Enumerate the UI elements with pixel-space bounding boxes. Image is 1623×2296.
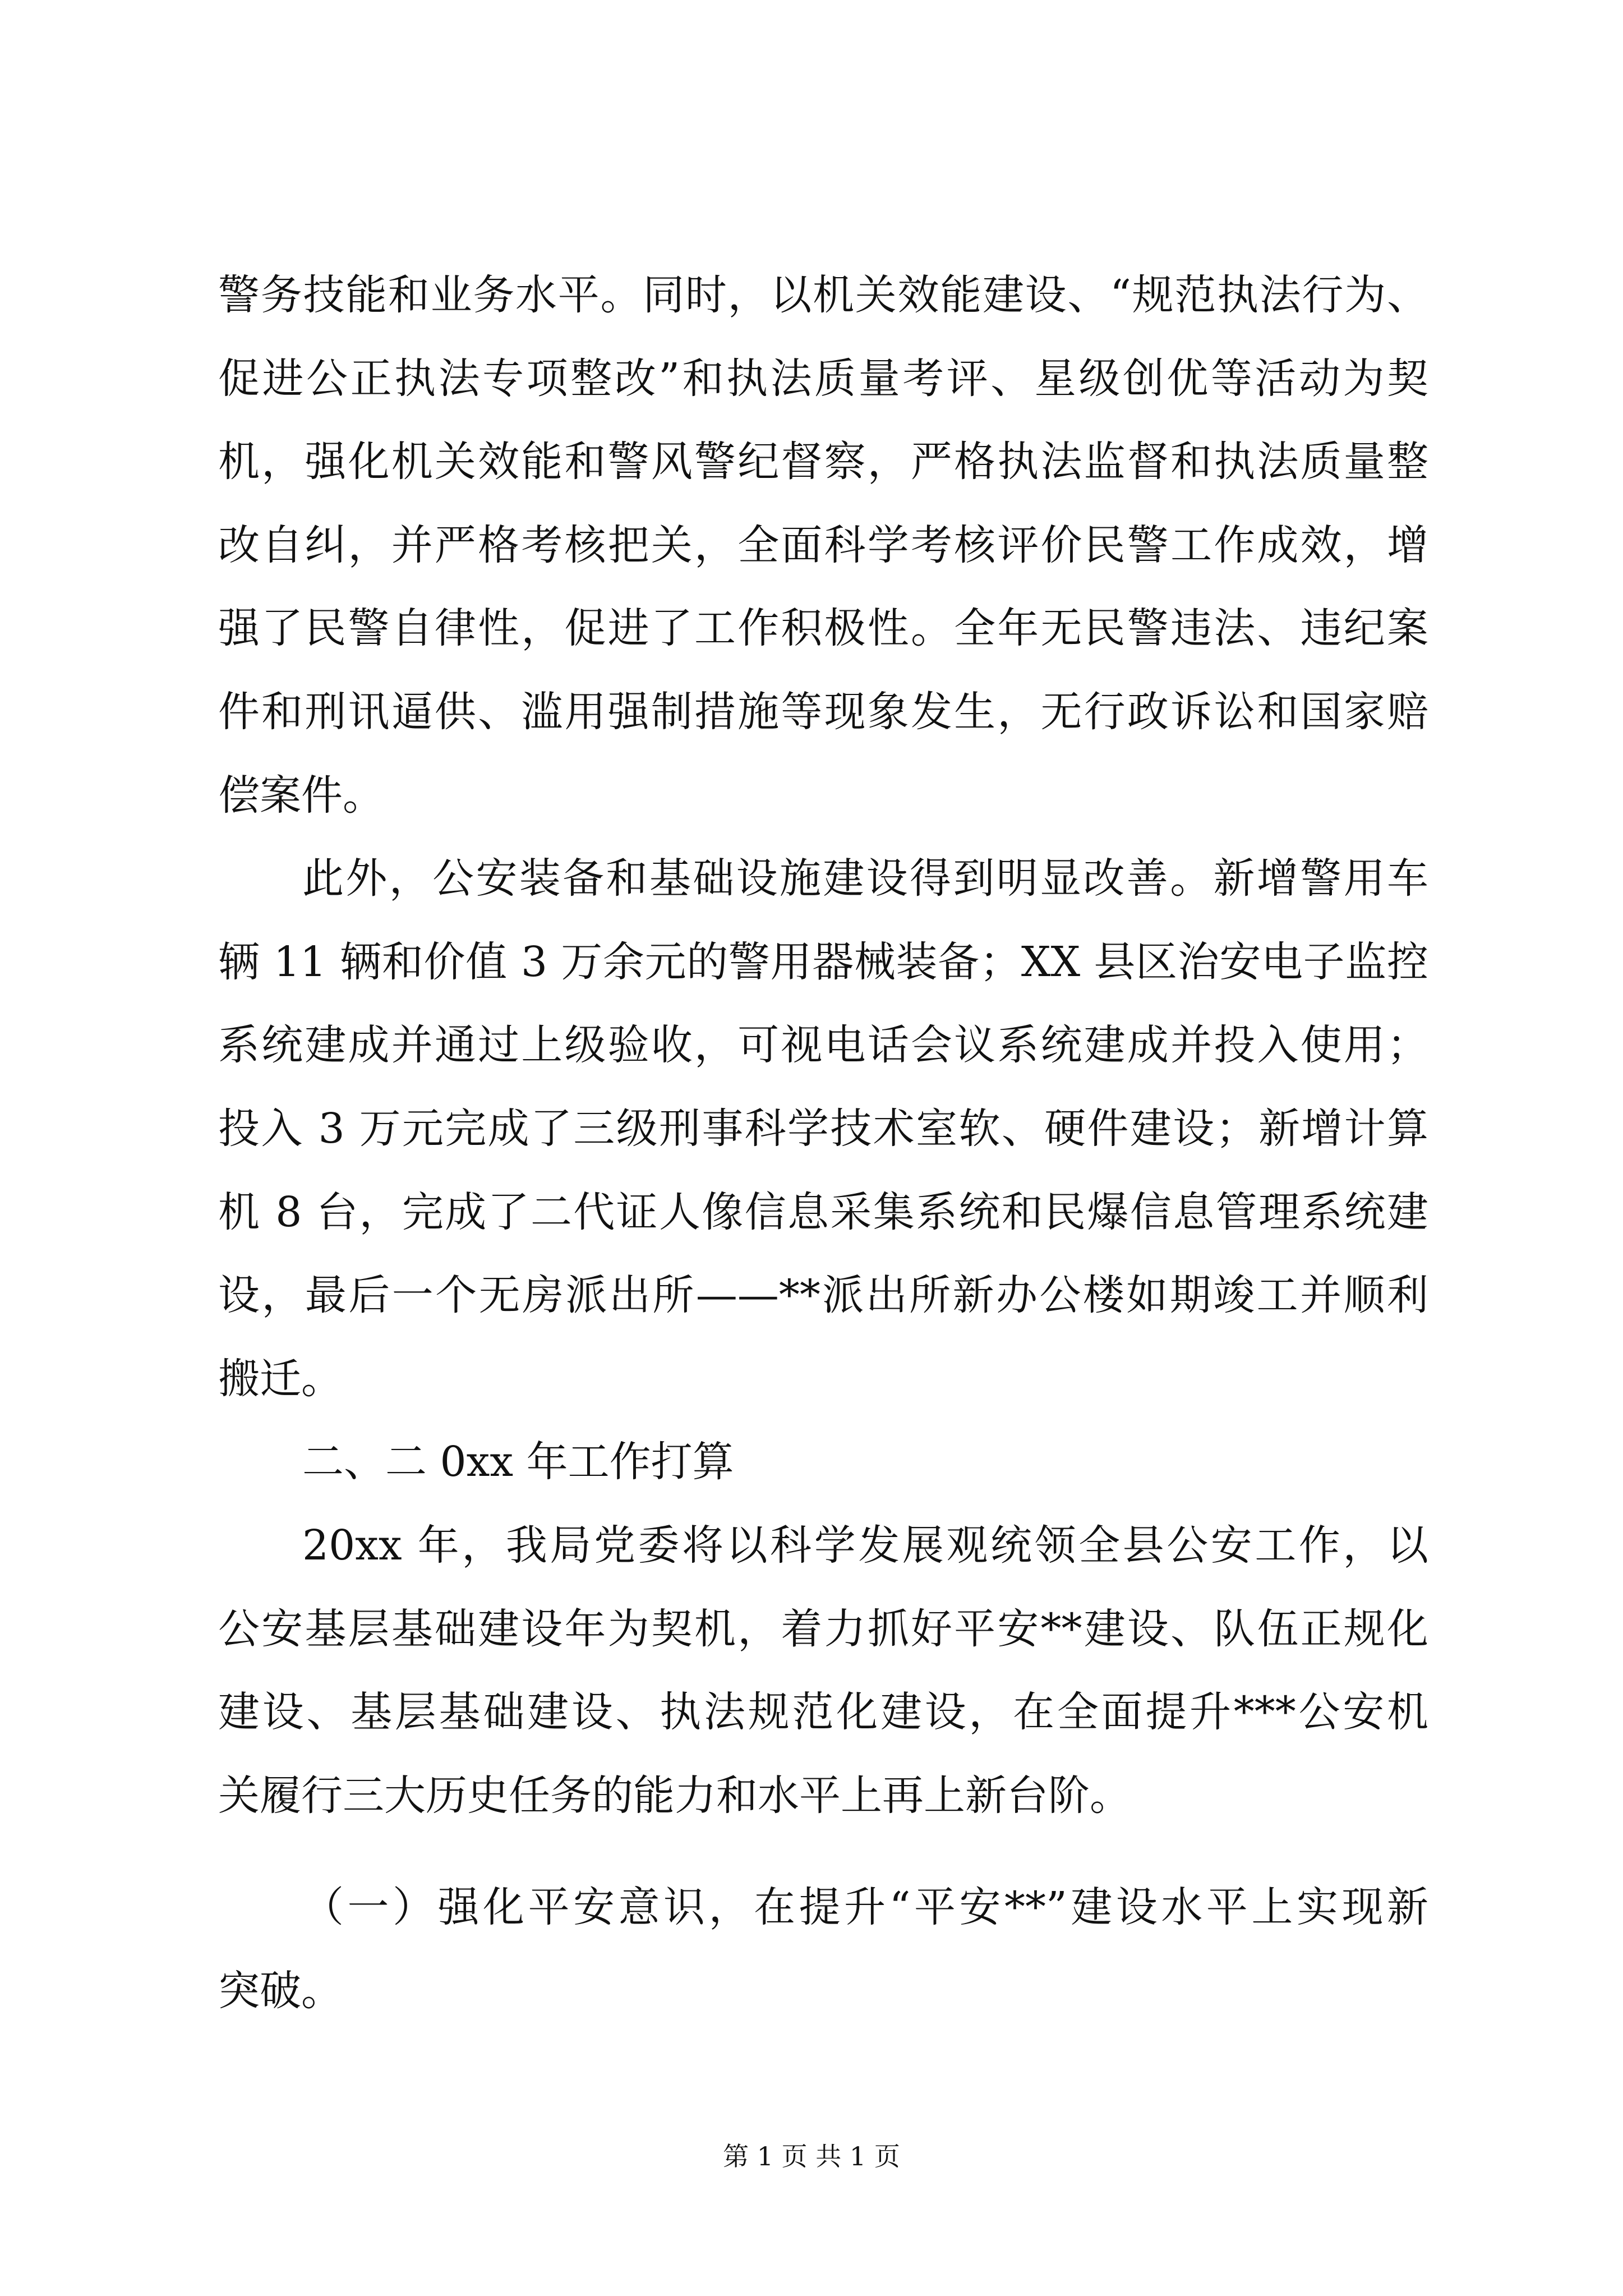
text-line: 强了民警自律性，促进了工作积极性。全年无民警违法、违纪案	[218, 604, 1428, 653]
text-line: 突破。	[218, 1966, 343, 2015]
text-line: 机，强化机关效能和警风警纪督察，严格执法监督和执法质量整	[218, 438, 1428, 486]
document-body	[218, 254, 1428, 2032]
page-footer	[0, 2139, 1623, 2173]
section-heading	[218, 1420, 1428, 1504]
text-line: 设，最后一个无房派出所——**派出所新办公楼如期竣工并顺利	[218, 1271, 1428, 1320]
paragraph-equipment	[218, 837, 1428, 1420]
paragraph-discipline	[218, 254, 1428, 837]
text-line: （一）强化平安意识，在提升“平安**”建设水平上实现新	[302, 1883, 1428, 1932]
text-line: 公安基层基础建设年为契机，着力抓好平安**建设、队伍正规化	[218, 1604, 1428, 1653]
text-line: 搬迁。	[218, 1354, 343, 1403]
text-line: 20xx 年，我局党委将以科学发展观统领全县公安工作，以	[302, 1521, 1428, 1570]
text-line: 关履行三大历史任务的能力和水平上再上新台阶。	[218, 1771, 1131, 1820]
text-line: 投入 3 万元完成了三级刑事科学技术室软、硬件建设；新增计算	[218, 1104, 1428, 1153]
text-line: 偿案件。	[218, 771, 384, 820]
text-line: 机 8 台，完成了二代证人像信息采集系统和民爆信息管理系统建	[218, 1188, 1428, 1236]
page-number-label: 第 1 页 共 1 页	[723, 2141, 900, 2171]
subsection-heading	[218, 1866, 1428, 2032]
text-line: 促进公正执法专项整改”和执法质量考评、星级创优等活动为契	[218, 354, 1428, 403]
section-heading-text: 二、二 0xx 年工作打算	[302, 1438, 734, 1487]
text-line: 警务技能和业务水平。同时，以机关效能建设、“规范执法行为、	[218, 271, 1428, 319]
text-line: 建设、基层基础建设、执法规范化建设，在全面提升***公安机	[218, 1688, 1428, 1737]
text-line: 改自纠，并严格考核把关，全面科学考核评价民警工作成效，增	[218, 521, 1428, 569]
text-line: 此外，公安装备和基础设施建设得到明显改善。新增警用车	[302, 854, 1428, 903]
text-line: 系统建成并通过上级验收，可视电话会议系统建成并投入使用；	[218, 1021, 1428, 1070]
text-line: 辆 11 辆和价值 3 万余元的警用器械装备；XX 县区治安电子监控	[218, 937, 1428, 986]
text-line: 件和刑讯逼供、滥用强制措施等现象发生，无行政诉讼和国家赔	[218, 687, 1428, 736]
paragraph-plan	[218, 1504, 1428, 1837]
